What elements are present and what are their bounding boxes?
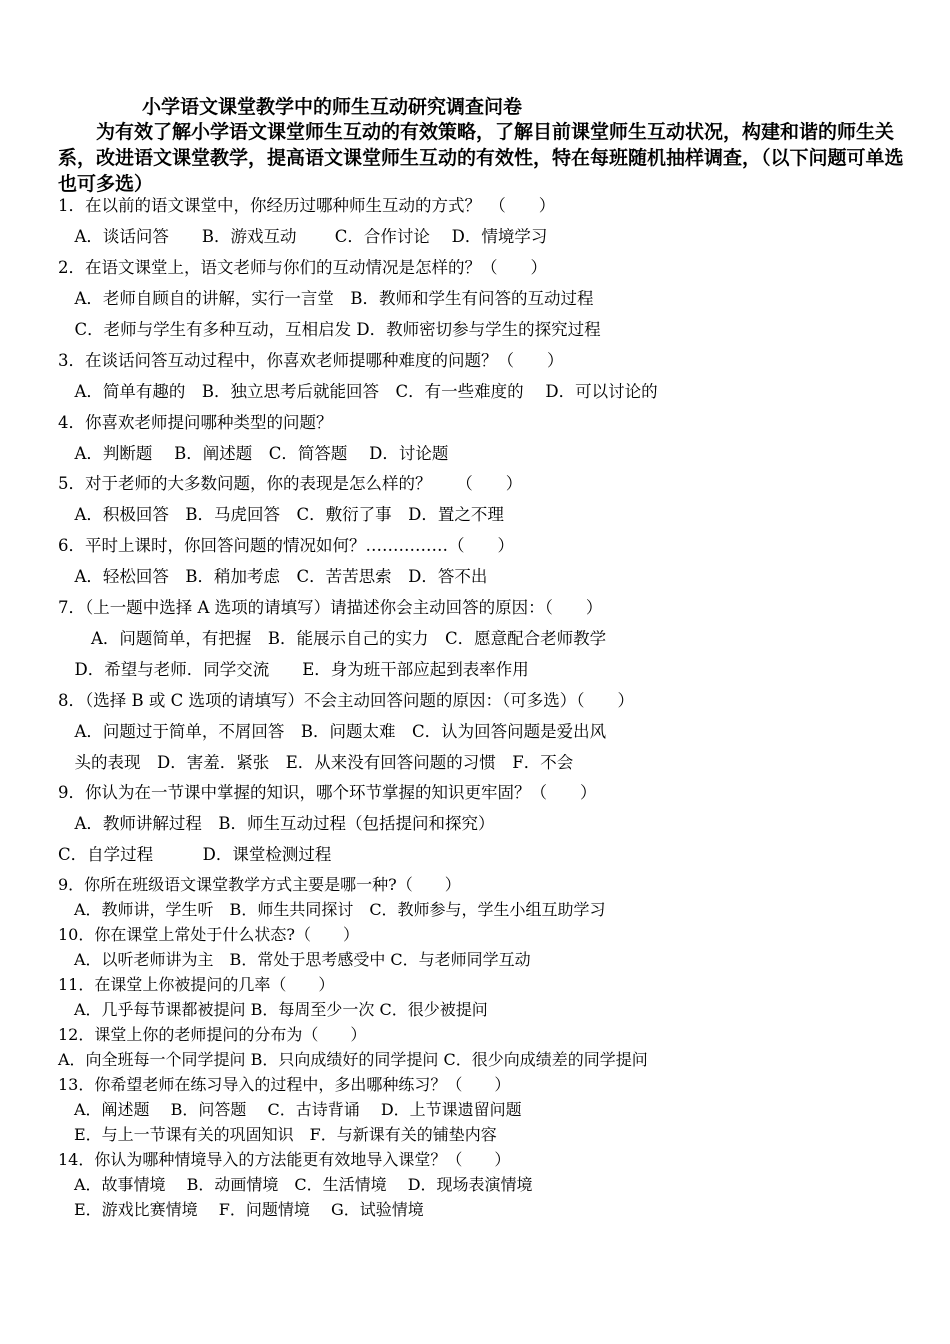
option-line: A．积极回答 B．马虎回答 C．敷衍了事 D．置之不理 [58,505,504,524]
option-line: A．问题过于简单，不屑回答 B．问题太难 C．认为回答问题是爱出风 [58,722,607,741]
option-line: A．教师讲，学生听 B．师生共同探讨 C．教师参与，学生小组互助学习 [58,900,606,919]
question-line: 12．课堂上你的老师提问的分布为（ ） [58,1025,367,1044]
option-line: E．游戏比赛情境 F．问题情境 G．试验情境 [58,1200,424,1219]
option-line: D．希望与老师．同学交流 E．身为班干部应起到表率作用 [58,660,529,679]
question-line: 7．（上一题中选择 A 选项的请填写）请描述你会主动回答的原因：（ ） [58,598,603,617]
intro-text: 为有效了解小学语文课堂师生互动的有效策略，了解目前课堂师生互动状况，构建和谐的师生关系，改进语文课堂教学，提高语文课堂师生互动的有效性，特在每班随机抽样调查，（以下问题可单选也可多选） [58,121,904,195]
question-line: 13．你希望老师在练习导入的过程中，多出哪种练习？（ ） [58,1075,511,1094]
question-line: 10．你在课堂上常处于什么状态?（ ） [58,925,359,944]
question-line: 11．在课堂上你被提问的几率（ ） [58,975,335,994]
option-line: 头的表现 D．害羞．紧张 E．从来没有回答问题的习惯 F．不会 [58,753,574,772]
question-line: 4．你喜欢老师提问哪种类型的问题？ [58,413,333,432]
question-line: 14．你认为哪种情境导入的方法能更有效地导入课堂？（ ） [58,1150,511,1169]
option-line: A．简单有趣的 B．独立思考后就能回答 C．有一些难度的 D．可以讨论的 [58,382,658,401]
option-line: C．自学过程 D．课堂检测过程 [58,845,332,864]
question-line: 8．（选择 B 或 C 选项的请填写）不会主动回答问题的原因：（可多选）（ ） [58,691,634,710]
option-line: A．老师自顾自的讲解，实行一言堂 B．教师和学生有问答的互动过程 [58,289,594,308]
option-line: A．以听老师讲为主 B．常处于思考感受中 C．与老师同学互动 [58,950,531,969]
option-line: A．几乎每节课都被提问 B．每周至少一次 C．很少被提问 [58,1000,488,1019]
question-line: 6．平时上课时，你回答问题的情况如何？……………（ ） [58,536,514,555]
question-line: 9．你认为在一节课中掌握的知识，哪个环节掌握的知识更牢固？（ ） [58,783,597,802]
intro-paragraph [58,119,908,197]
question-line: 3．在谈话问答互动过程中，你喜欢老师提哪种难度的问题？（ ） [58,351,564,370]
option-line: A．轻松回答 B．稍加考虑 C．苦苦思索 D．答不出 [58,567,488,586]
option-line: A．阐述题 B．问答题 C．古诗背诵 D．上节课遗留问题 [58,1100,522,1119]
page-title: 小学语文课堂教学中的师生互动研究调查问卷 [142,96,523,118]
question-line: 9．你所在班级语文课堂教学方式主要是哪一种?（ ） [58,875,461,894]
option-line: A．问题简单，有把握 B．能展示自己的实力 C．愿意配合老师教学 [58,629,607,648]
option-line: A．向全班每一个同学提问 B．只向成绩好的同学提问 C．很少向成绩差的同学提问 [58,1050,648,1069]
question-line: 2．在语文课堂上，语文老师与你们的互动情况是怎样的？（ ） [58,258,547,277]
question-line: 1．在以前的语文课堂中，你经历过哪种师生互动的方式？ （ ） [58,196,556,215]
option-line: A．故事情境 B．动画情境 C．生活情境 D．现场表演情境 [58,1175,533,1194]
option-line: A．判断题 B．阐述题 C．简答题 D．讨论题 [58,444,449,463]
option-line: C．老师与学生有多种互动，互相启发 D．教师密切参与学生的探究过程 [58,320,601,339]
question-line: 5．对于老师的大多数问题，你的表现是怎么样的？ （ ） [58,474,523,493]
option-line: A．谈话问答 B．游戏互动 C．合作讨论 D．情境学习 [58,227,548,246]
option-line: A．教师讲解过程 B．师生互动过程（包括提问和探究） [58,814,495,833]
option-line: E．与上一节课有关的巩固知识 F．与新课有关的铺垫内容 [58,1125,497,1144]
